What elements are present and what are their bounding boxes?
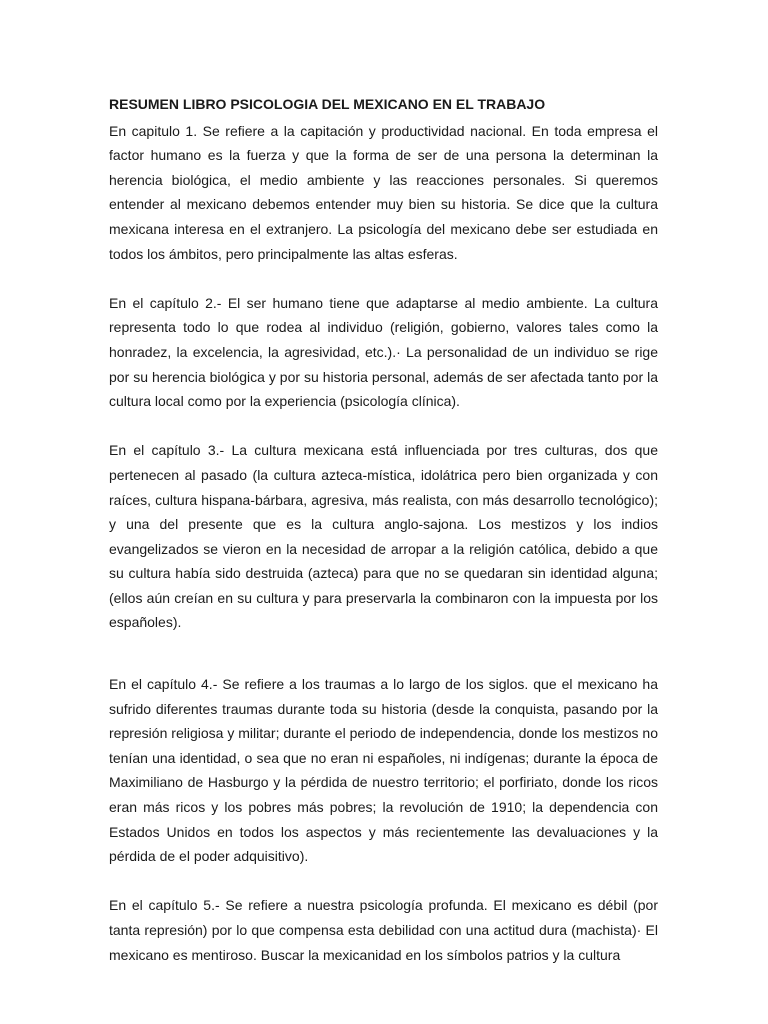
document-title: RESUMEN LIBRO PSICOLOGIA DEL MEXICANO EN EL TRABAJO bbox=[109, 96, 546, 112]
paragraph-chapter-3: En el capítulo 3.- La cultura mexicana está influenciada por tres culturas, dos que pertenecen al pasado (la cultura azteca-mística, idolátrica pero bien organizada y con raíces, cultura hispana-bárbara, agresiva, más realista, con más desarrollo tecnológico); y una del presente que es la cultura anglo-sajona. Los mestizos y los indios evangelizados se vieron en la necesidad de arropar a la religión católica, debido a que su cultura había sido destruida (azteca) para que no se quedaran sin identidad alguna; (ellos aún creían en su cultura y para preservarla la combinaron con la impuesta por los españoles). bbox=[109, 442, 658, 631]
paragraph-chapter-5: En el capítulo 5.- Se refiere a nuestra psicología profunda. El mexicano es débil (por tanta represión) por lo que compensa esta debilidad con una actitud dura (machista)· El mexicano es mentiroso. Buscar la mexicanidad en los símbolos patrios y la cultura bbox=[109, 897, 658, 963]
paragraph-chapter-1: En capitulo 1. Se refiere a la capitación y productividad nacional. En toda empresa el factor humano es la fuerza y que la forma de ser de una persona la determinan la herencia biológica, el medio ambiente y las reacciones personales. Si queremos entender al mexicano debemos entender muy bien su historia. Se dice que la cultura mexicana interesa en el extranjero. La psicología del mexicano debe ser estudiada en todos los ámbitos, pero principalmente las altas esferas. bbox=[109, 122, 658, 262]
document-page bbox=[109, 92, 658, 967]
paragraph-chapter-4: En el capítulo 4.- Se refiere a los traumas a lo largo de los siglos. que el mexicano ha sufrido diferentes traumas durante toda su historia (desde la conquista, pasando por la represión religiosa y militar; durante el periodo de independencia, donde los mestizos no tenían una identidad, o sea que no eran ni españoles, ni indígenas; durante la época de Maximiliano de Hasburgo y la pérdida de nuestro territorio; el porfiriato, donde los ricos eran más ricos y los pobres más pobres; la revolución de 1910; la dependencia con Estados Unidos en todos los aspectos y más recientemente las devaluaciones y la pérdida de el poder adquisitivo). bbox=[109, 676, 658, 865]
paragraph-chapter-2: En el capítulo 2.- El ser humano tiene que adaptarse al medio ambiente. La cultura representa todo lo que rodea al individuo (religión, gobierno, valores tales como la honradez, la excelencia, la agresividad, etc.).· La personalidad de un individuo se rige por su herencia biológica y por su historia personal, además de ser afectada tanto por la cultura local como por la experiencia (psicología clínica). bbox=[109, 294, 658, 410]
